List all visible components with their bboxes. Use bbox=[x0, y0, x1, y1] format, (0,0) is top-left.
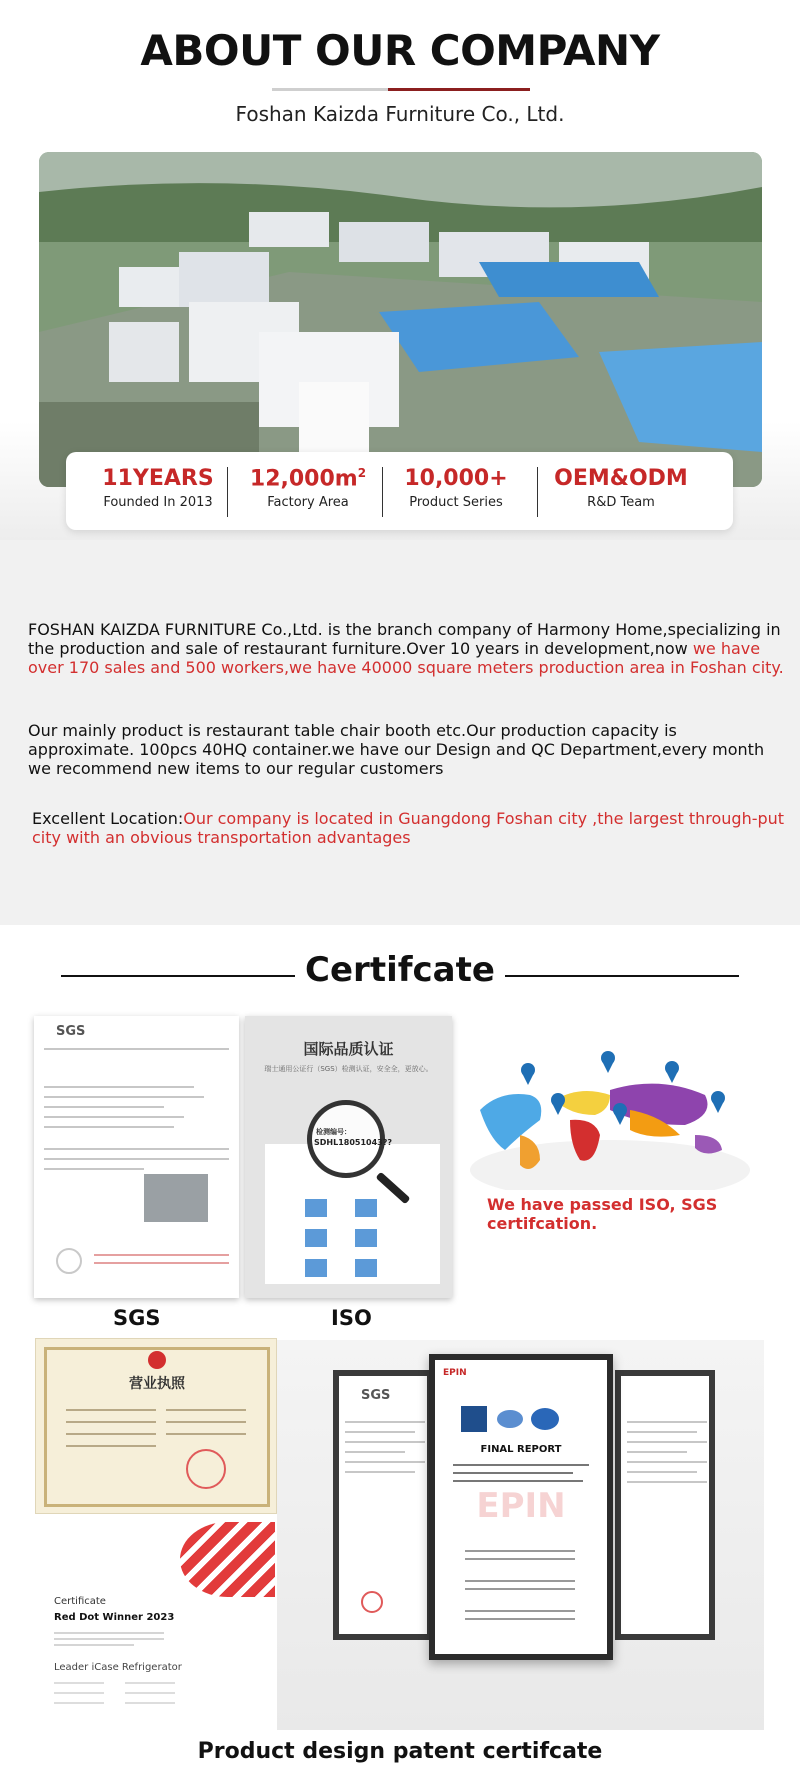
final-report-title: FINAL REPORT bbox=[480, 1444, 562, 1455]
stat-value: 11YEARS bbox=[102, 466, 214, 491]
framed-reports-panel bbox=[277, 1340, 764, 1730]
sgs-seal bbox=[56, 1248, 82, 1274]
sgs-logo: SGS bbox=[56, 1024, 86, 1039]
certificate-title: Certifcate bbox=[305, 950, 495, 990]
stat-rd-team bbox=[541, 466, 701, 510]
magnifier-icon bbox=[307, 1100, 393, 1178]
iso-heading: 国际品质认证 bbox=[303, 1040, 394, 1058]
page-title: ABOUT OUR COMPANY bbox=[140, 26, 660, 75]
red-dot-certificate bbox=[35, 1522, 277, 1732]
location-label: Excellent Location: bbox=[32, 809, 184, 828]
ias-logo-icon bbox=[461, 1406, 487, 1432]
red-seal-icon bbox=[186, 1449, 226, 1489]
intro-section bbox=[0, 540, 800, 925]
report-brand-label: EPIN bbox=[443, 1368, 467, 1378]
about-section bbox=[0, 0, 800, 540]
sgs-report-document bbox=[34, 1016, 239, 1298]
epin-watermark: EPIN bbox=[476, 1486, 566, 1526]
company-name: Foshan Kaizda Furniture Co., Ltd. bbox=[235, 102, 565, 126]
ilac-logo-icon bbox=[497, 1410, 523, 1428]
stat-label: Factory Area bbox=[267, 495, 349, 511]
patent-certificate-caption: Product design patent certifcate bbox=[197, 1739, 603, 1764]
stat-value-text: 12,000m bbox=[249, 466, 358, 492]
intro-text: FOSHAN KAIZDA FURNITURE Co.,Ltd. is the branch company of Harmony Home,specializing in the production and sale of restaurant furniture.Over 10 years in development,now bbox=[28, 620, 781, 658]
license-title: 营业执照 bbox=[129, 1376, 185, 1392]
stat-product-series bbox=[376, 466, 536, 510]
stat-value: OEM&ODM bbox=[554, 466, 688, 491]
chair-photo bbox=[144, 1174, 208, 1222]
reddot-heading: Certificate bbox=[54, 1596, 106, 1607]
iso-subheading: 瑞士通用公证行（SGS）检测认证，安全全，更放心。 bbox=[264, 1065, 433, 1073]
business-license-document bbox=[35, 1338, 277, 1514]
final-report-frame bbox=[429, 1354, 613, 1660]
stat-value: 10,000+ bbox=[404, 466, 508, 491]
intro-paragraph-2: Our mainly product is restaurant table chair booth etc.Our production capacity is approximate. 100pcs 40HQ container.we have our Design and QC Department,every month we recommend new items to our regular customers bbox=[28, 721, 765, 778]
stat-label: R&D Team bbox=[587, 495, 655, 510]
stat-divider bbox=[537, 467, 538, 517]
right-framed-report bbox=[615, 1370, 715, 1640]
stat-label: Product Series bbox=[409, 495, 503, 510]
red-dot-logo bbox=[180, 1522, 275, 1597]
stat-value-sup: 2 bbox=[357, 466, 367, 480]
title-divider bbox=[272, 88, 530, 91]
sgs-framed-report bbox=[333, 1370, 433, 1640]
iso-certificate-document bbox=[245, 1016, 452, 1298]
stat-factory-area bbox=[228, 466, 388, 510]
national-emblem-icon bbox=[148, 1351, 166, 1369]
cnas-logo-icon bbox=[531, 1408, 559, 1430]
reddot-winner: Red Dot Winner 2023 bbox=[54, 1612, 175, 1623]
intro-paragraph-3 bbox=[32, 809, 792, 847]
reddot-product: Leader iCase Refrigerator bbox=[54, 1662, 182, 1673]
intro-highlight: we have over 170 sales and 500 workers,we have 40000 square meters production area in Foshan city. bbox=[28, 639, 784, 677]
stat-label: Founded In 2013 bbox=[103, 495, 213, 510]
framed-sgs-logo: SGS bbox=[361, 1388, 391, 1403]
intro-paragraph-1 bbox=[28, 620, 788, 677]
location-highlight: Our company is located in Guangdong Foshan city ,the largest through-put city with an obvious transportation advantages bbox=[32, 809, 785, 847]
passed-certification-text: We have passed ISO, SGS certifcation. bbox=[487, 1195, 718, 1233]
iso-caption: ISO bbox=[331, 1306, 372, 1330]
lens-code: SDHL18051043?? bbox=[314, 1138, 393, 1147]
cert-title-rule-right bbox=[505, 975, 739, 977]
world-map-graphic bbox=[460, 1040, 760, 1190]
stat-years bbox=[78, 466, 238, 510]
lens-label: 检测编号： bbox=[316, 1128, 351, 1136]
stats-bar bbox=[66, 452, 733, 530]
stat-value bbox=[228, 466, 388, 491]
factory-aerial-photo bbox=[39, 152, 762, 487]
sgs-caption: SGS bbox=[113, 1306, 161, 1330]
